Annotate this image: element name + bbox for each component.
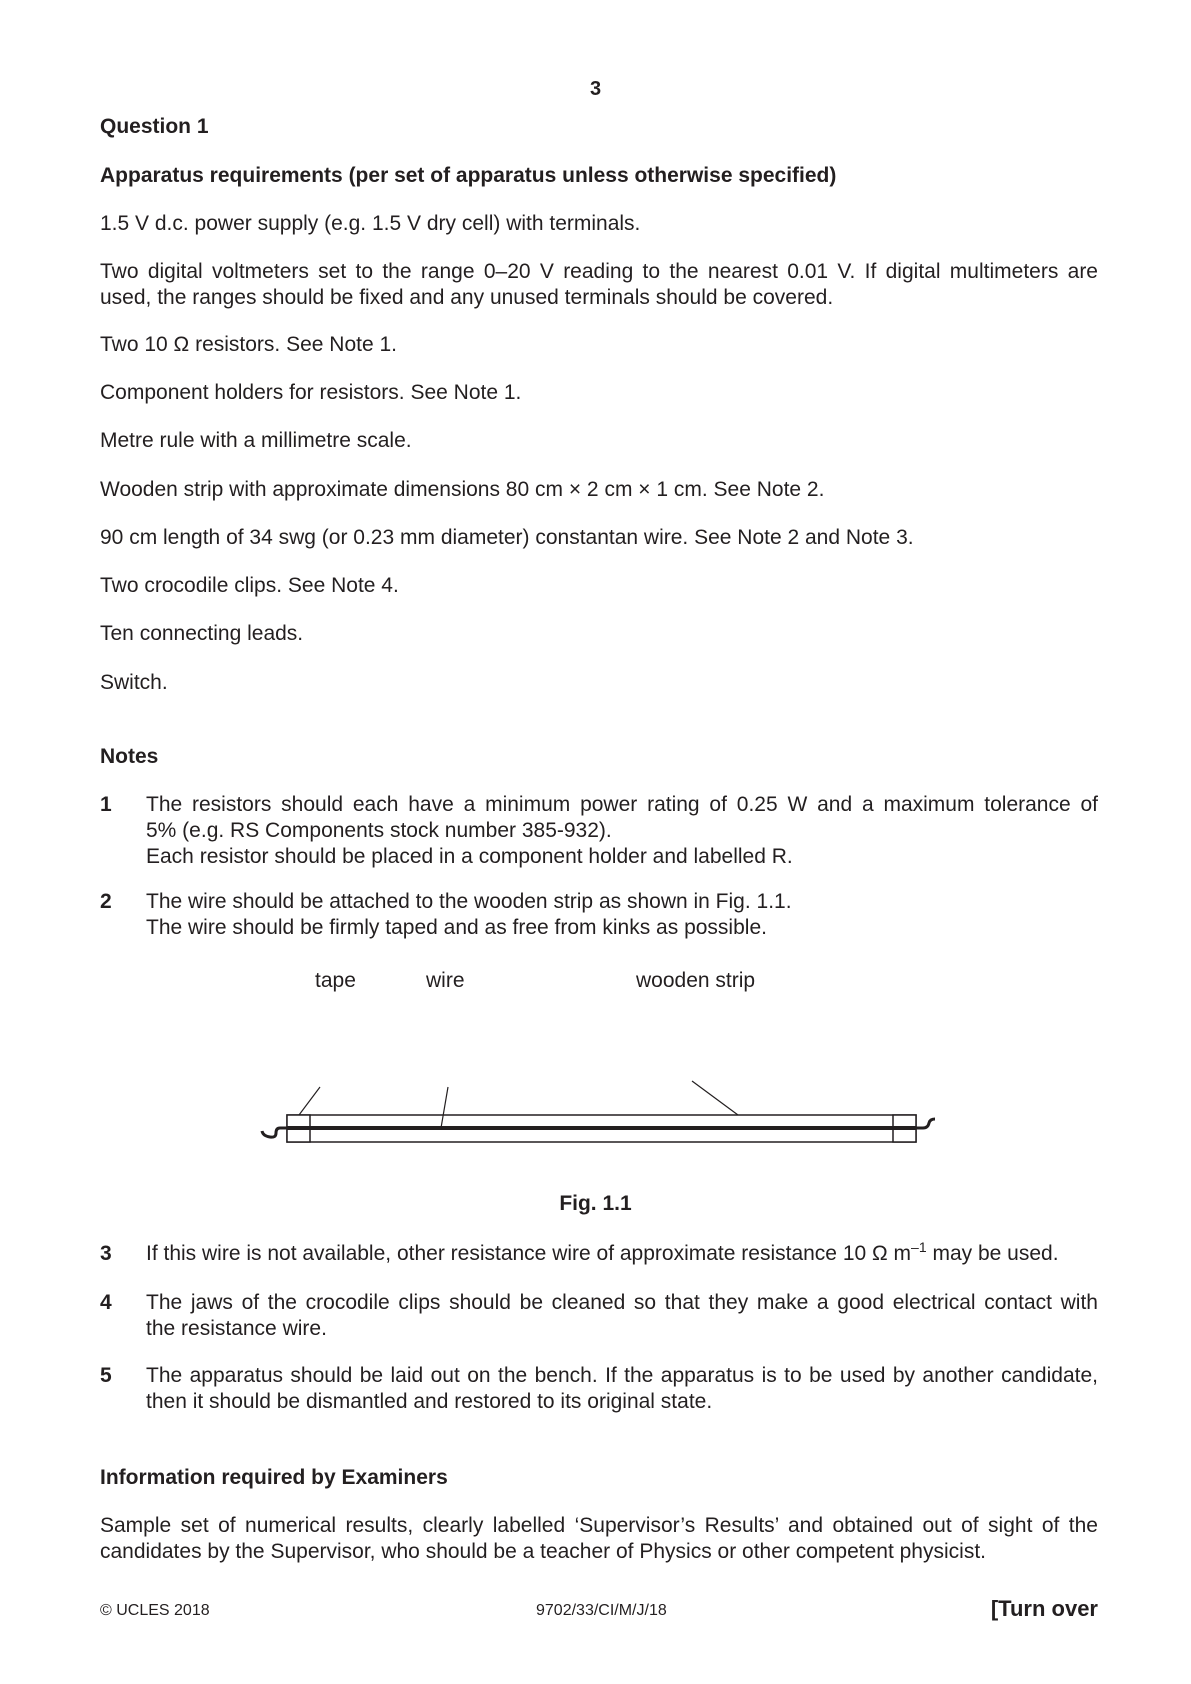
apparatus-item: 1.5 V d.c. power supply (e.g. 1.5 V dry cell) with terminals. (100, 212, 641, 235)
wire-end-left (262, 1128, 287, 1137)
wire-leader-line (441, 1087, 448, 1128)
turn-over: [Turn over (990, 1596, 1098, 1621)
tape-leader-line (299, 1087, 320, 1115)
text-line: The jaws of the crocodile clips should be cleaned so that they make a good electrical contact with (146, 1291, 1098, 1314)
wire-label: wire (426, 969, 465, 992)
text-line: Two digital voltmeters set to the range 0–20 V reading to the nearest 0.01 V. If digital multimeters are (100, 260, 1098, 283)
text-line: 5% (e.g. RS Components stock number 385-932). (146, 819, 612, 842)
figure-caption: Fig. 1.1 (559, 1192, 632, 1215)
text-line: candidates by the Supervisor, who should be a teacher of Physics or other competent physicist. (100, 1540, 986, 1563)
text-line: The resistors should each have a minimum power rating of 0.25 W and a maximum tolerance of (146, 793, 1098, 816)
text-line: Each resistor should be placed in a component holder and labelled R. (146, 845, 793, 868)
note-number: 4 (100, 1291, 112, 1314)
note-number: 3 (100, 1242, 112, 1265)
apparatus-item: Switch. (100, 671, 168, 694)
note-number: 2 (100, 890, 112, 913)
apparatus-item: 90 cm length of 34 swg (or 0.23 mm diameter) constantan wire. See Note 2 and Note 3. (100, 526, 914, 549)
note-text (146, 1241, 1098, 1267)
page-number: 3 (589, 78, 602, 100)
note-number: 5 (100, 1364, 112, 1387)
text-segment: may be used. (926, 1242, 1059, 1265)
text-segment: If this wire is not available, other resistance wire of approximate resistance 10 Ω m (146, 1242, 912, 1265)
examiners-heading: Information required by Examiners (100, 1466, 448, 1489)
text-line: the resistance wire. (146, 1317, 327, 1340)
text-line: used, the ranges should be fixed and any unused terminals should be covered. (100, 286, 834, 309)
paper-code: 9702/33/CI/M/J/18 (536, 1602, 667, 1619)
apparatus-item: Wooden strip with approximate dimensions 80 cm × 2 cm × 1 cm. See Note 2. (100, 478, 825, 501)
apparatus-heading: Apparatus requirements (per set of apparatus unless otherwise specified) (100, 164, 837, 187)
apparatus-item: Ten connecting leads. (100, 622, 304, 645)
tape-label: tape (315, 969, 356, 992)
question-heading: Question 1 (100, 115, 209, 138)
superscript: –1 (911, 1239, 927, 1255)
text-line: Sample set of numerical results, clearly labelled ‘Supervisor’s Results’ and obtained out of sight of the (100, 1514, 1098, 1537)
text-line: then it should be dismantled and restored to its original state. (146, 1390, 713, 1413)
apparatus-item: Two crocodile clips. See Note 4. (100, 574, 399, 597)
notes-heading: Notes (100, 745, 159, 768)
copyright: © UCLES 2018 (100, 1602, 210, 1619)
text-line: The wire should be firmly taped and as free from kinks as possible. (146, 916, 767, 939)
note-text (146, 1363, 1098, 1415)
wire-end-right (916, 1119, 935, 1128)
text-line: The wire should be attached to the wooden strip as shown in Fig. 1.1. (146, 890, 792, 913)
text-line: The apparatus should be laid out on the bench. If the apparatus is to be used by another candidate, (146, 1364, 1098, 1387)
apparatus-item: Component holders for resistors. See Note 1. (100, 381, 522, 404)
note-number: 1 (100, 793, 112, 816)
examiners-text (100, 1513, 1098, 1565)
apparatus-item: Metre rule with a millimetre scale. (100, 429, 412, 452)
apparatus-item: Two 10 Ω resistors. See Note 1. (100, 333, 397, 356)
strip-leader-line (692, 1081, 738, 1115)
wooden-strip-label: wooden strip (636, 969, 756, 992)
note-text (146, 1290, 1098, 1342)
